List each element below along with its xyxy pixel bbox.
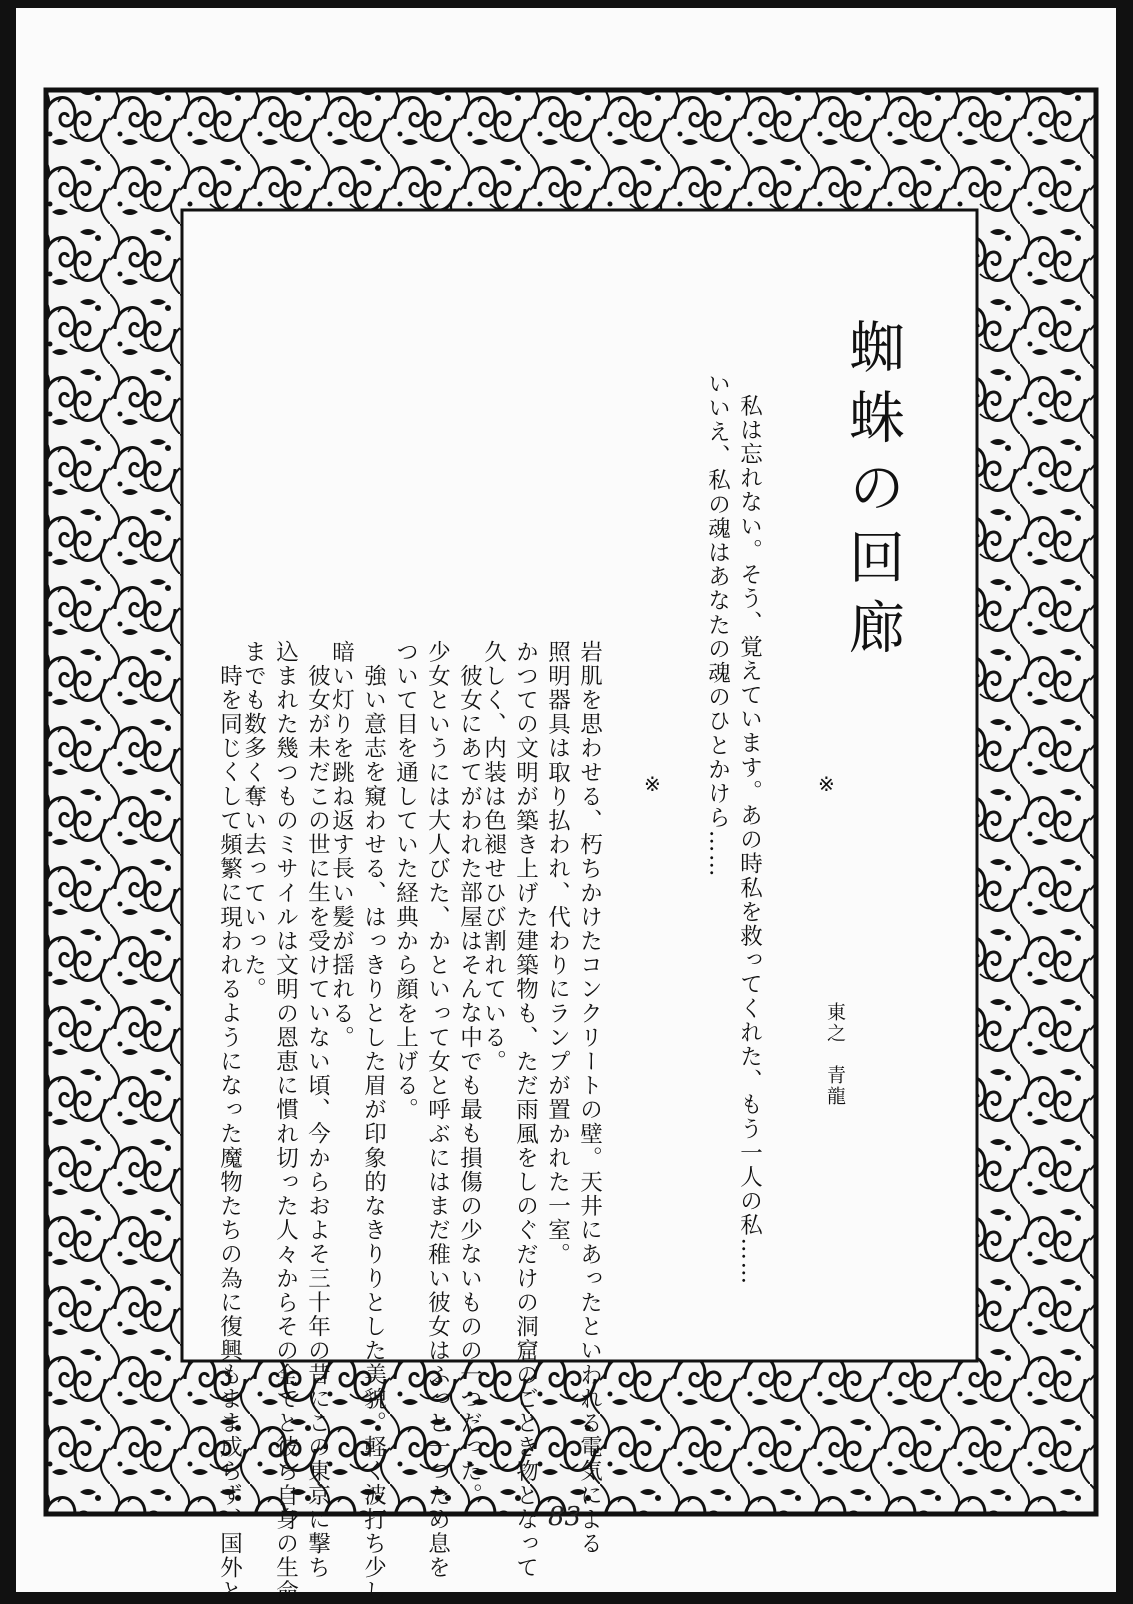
page-number: 83 (548, 1502, 582, 1532)
text-column: 照明器具は取り払われ、代わりにランプが置かれた一室。 (544, 640, 571, 1267)
text-column: 久しく、内装は色褪せひび割れている。 (480, 640, 507, 1074)
text-column: 込まれた幾つものミサイルは文明の恩恵に慣れ切った人々からその全てと彼ら自身の生命 (272, 640, 299, 1604)
section-mark: ※ (644, 772, 661, 796)
text-column: 彼女にあてがわれた部屋はそんな中でも最も損傷の少ないものの一つだった。 (456, 664, 483, 1508)
text-column: 私は忘れない。そう、覚えています。あの時私を救ってくれた、もう一人の私…… (736, 394, 763, 1286)
text-column: までも数多く奪い去っていった。 (240, 640, 267, 1002)
text-column: いいえ、私の魂はあなたの魂のひとかけら…… (704, 372, 731, 879)
author-name: 東之 青龍 (824, 1002, 846, 1107)
text-column: ついて目を通していた経典から顔を上げる。 (392, 640, 419, 1122)
text-column: 彼女が未だこの世に生を受けていない頃、今からおよそ三十年の昔にこの東京に撃ち (304, 664, 331, 1580)
text-column: 暗い灯りを跳ね返す長い髪が揺れる。 (328, 640, 355, 1050)
text-column: 強い意志を窺わせる、はっきりとした眉が印象的なきりりとした美貌。軽く波打ち少し (360, 664, 387, 1604)
text-column: かつての文明が築き上げた建築物も、ただ雨風をしのぐだけの洞窟のごとき物となって (512, 640, 539, 1580)
section-mark: ※ (818, 772, 835, 796)
story-title: 蜘蛛の回廊 (840, 318, 905, 668)
text-column: 時を同じくして頻繁に現われるようになった魔物たちの為に復興もまま成らず、国外と (216, 664, 243, 1604)
text-column: 岩肌を思わせる、朽ちかけたコンクリートの壁。天井にあったといわれる電気による (576, 640, 603, 1556)
text-column: 少女というには大人びた、かといって女と呼ぶにはまだ稚い彼女はふっと一つため息を (424, 640, 451, 1580)
